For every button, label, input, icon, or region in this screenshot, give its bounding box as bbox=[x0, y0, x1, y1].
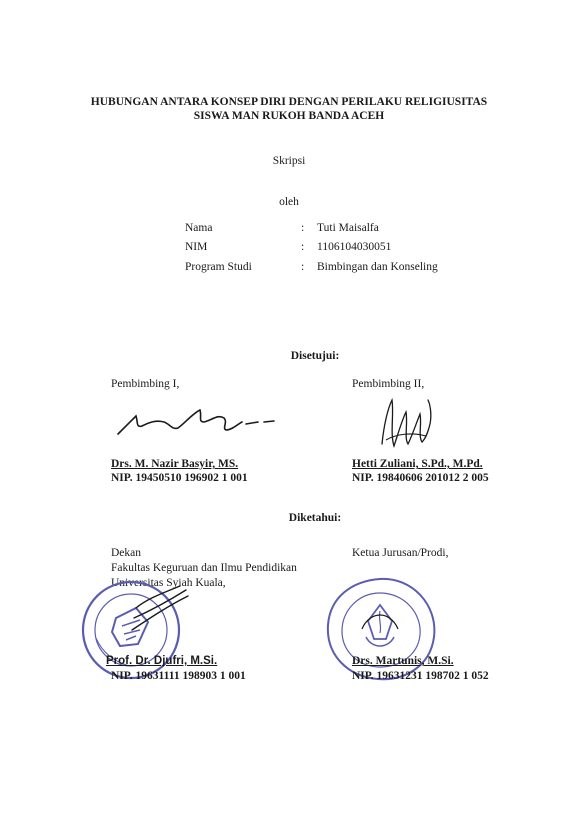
name-value: Tuti Maisalfa bbox=[317, 222, 379, 234]
title-line-2: SISWA MAN RUKOH BANDA ACEH bbox=[193, 110, 385, 122]
supervisor1-name: Drs. M. Nazir Basyir, MS. bbox=[111, 458, 239, 470]
nim-label: NIM bbox=[185, 241, 208, 253]
approved-heading: Disetujui: bbox=[290, 350, 340, 362]
head-title: Ketua Jurusan/Prodi, bbox=[352, 547, 449, 559]
supervisor2-name: Hetti Zuliani, S.Pd., M.Pd. bbox=[352, 458, 483, 470]
program-value: Bimbingan dan Konseling bbox=[317, 261, 438, 273]
head-nip: NIP. 19631231 198702 1 052 bbox=[352, 670, 489, 682]
document-type: Skripsi bbox=[272, 155, 306, 167]
title-line-1: HUBUNGAN ANTARA KONSEP DIRI DENGAN PERILAKU RELIGIUSITAS bbox=[90, 96, 488, 108]
faculty-stamp bbox=[322, 575, 440, 685]
nim-value: 1106104030051 bbox=[317, 241, 392, 253]
program-separator: : bbox=[301, 261, 305, 273]
dean-nip: NIP. 19631111 198903 1 001 bbox=[111, 670, 246, 682]
by-label: oleh bbox=[279, 196, 299, 208]
name-separator: : bbox=[301, 222, 305, 234]
dean-title-line1: Dekan bbox=[111, 547, 142, 559]
supervisor1-nip: NIP. 19450510 196902 1 001 bbox=[111, 472, 248, 484]
head-name: Drs. Martunis, M.Si. bbox=[352, 655, 454, 667]
dean-name: Prof. Dr. Djufri, M.Si. bbox=[106, 655, 218, 667]
dean-title-line2: Fakultas Keguruan dan Ilmu Pendidikan bbox=[111, 562, 297, 574]
supervisor1-signature bbox=[112, 400, 282, 450]
program-label: Program Studi bbox=[185, 261, 252, 273]
name-label: Nama bbox=[185, 222, 213, 234]
acknowledged-heading: Diketahui: bbox=[288, 512, 342, 524]
dean-title-line3: Universitas Syiah Kuala, bbox=[111, 577, 226, 589]
supervisor2-role: Pembimbing II, bbox=[352, 378, 425, 390]
supervisor2-nip: NIP. 19840606 201012 2 005 bbox=[352, 472, 489, 484]
supervisor1-role: Pembimbing I, bbox=[111, 378, 180, 390]
supervisor2-signature bbox=[372, 394, 442, 458]
nim-separator: : bbox=[301, 241, 305, 253]
